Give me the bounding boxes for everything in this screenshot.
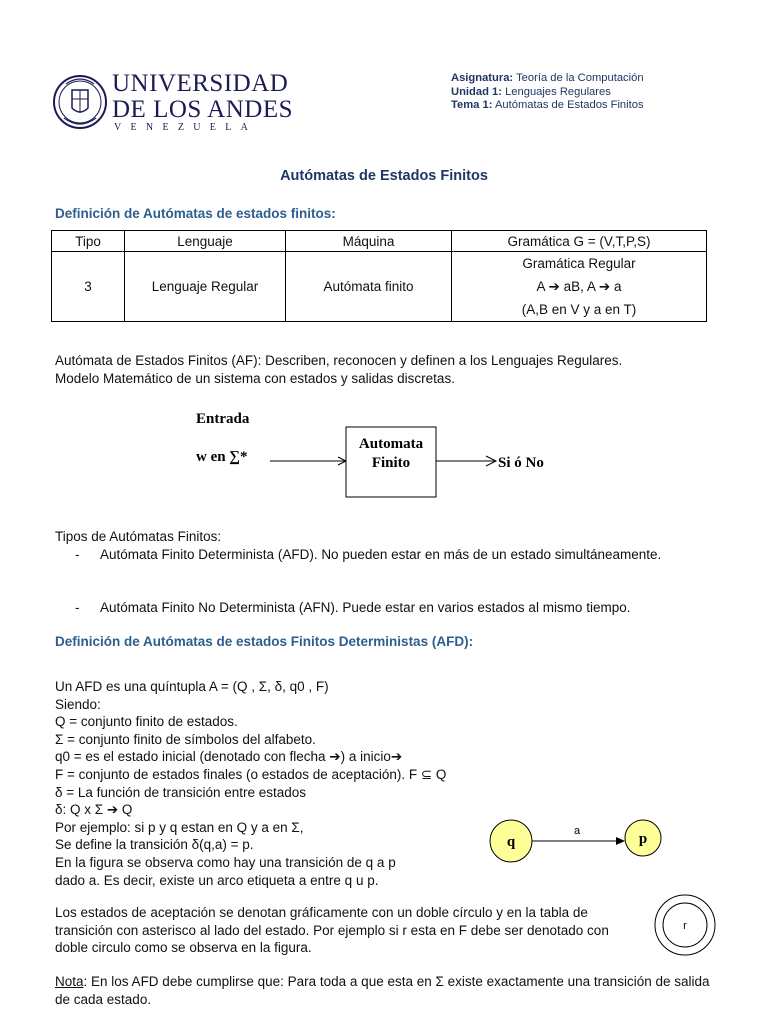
input-label: Entrada <box>196 411 250 427</box>
note-label: Nota <box>55 974 84 989</box>
definition-table <box>51 230 707 322</box>
afd-line: En la figura se observa como hay una transición de q a p <box>55 854 396 870</box>
topic-value: Autómatas de Estados Finitos <box>492 99 644 111</box>
afd-line: Por ejemplo: si p y q estan en Q y a en Σ, <box>55 819 304 835</box>
transition-diagram <box>485 812 670 872</box>
afd-line: Q = conjunto finito de estados. <box>55 714 238 730</box>
transition-symbol: a <box>573 825 581 837</box>
unit-line <box>451 86 644 100</box>
afd-line: Σ = conjunto finito de símbolos del alfabeto. <box>55 731 316 747</box>
afd-line: δ: Q x Σ ➔ Q <box>55 802 133 818</box>
cell-gramatica <box>452 252 707 322</box>
box-label-line2: Finito <box>371 455 411 471</box>
gramatica-line2: A ➔ aB, A ➔ a <box>536 279 622 294</box>
university-name-line1: UNIVERSIDAD <box>112 70 289 97</box>
output-label: Si ó No <box>498 455 544 471</box>
section-title-afd: Definición de Autómatas de estados Finitos Deterministas (AFD): <box>55 634 474 649</box>
unit-value: Lenguajes Regulares <box>501 85 611 98</box>
note-text: : En los AFD debe cumplirse que: Para toda a que esta en Σ existe exactamente una transición de salida de cada estado. <box>55 974 710 1007</box>
input-expression: w en ∑* <box>196 449 248 465</box>
state-p-label: p <box>638 831 648 847</box>
cell-tipo: 3 <box>52 252 125 322</box>
state-q-label: q <box>506 834 516 850</box>
subject-line <box>451 72 644 86</box>
note-paragraph <box>55 973 725 1008</box>
list-dash: - <box>75 547 80 562</box>
table-row <box>52 252 707 322</box>
afd-line: F = conjunto de estados finales (o estados de aceptación). F ⊆ Q <box>55 766 447 782</box>
header-gramatica: Gramática G = (V,T,P,S) <box>452 231 707 252</box>
list-item-text: Autómata Finito No Determinista (AFN). Puede estar en varios estados al mismo tiempo. <box>100 600 631 615</box>
list-item-text: Autómata Finito Determinista (AFD). No pueden estar en más de un estado simultáneamente. <box>100 547 662 562</box>
table-header-row <box>52 231 707 252</box>
afd-line: q0 = es el estado inicial (denotado con flecha ➔) a inicio➔ <box>55 749 403 765</box>
topic-label: Tema 1: <box>451 99 493 111</box>
unit-label: Unidad 1: <box>451 85 502 98</box>
subject-value: Teoría de la Computación <box>513 72 644 84</box>
accept-state-diagram <box>652 892 718 958</box>
university-seal-icon <box>52 70 108 134</box>
topic-line <box>451 99 644 113</box>
transition-arrowhead-icon <box>616 837 625 845</box>
types-heading: Tipos de Autómatas Finitos: <box>55 529 222 544</box>
afd-line: dado a. Es decir, existe un arco etiqueta a entre q u p. <box>55 872 379 888</box>
header-tipo: Tipo <box>52 231 125 252</box>
university-name-line2: DE LOS ANDES <box>112 96 294 123</box>
afd-line: Se define la transición δ(q,a) = p. <box>55 837 254 853</box>
university-country: VENEZUELA <box>114 122 258 133</box>
afd-line: Un AFD es una quíntupla A = (Q , Σ, δ, q0 , F) <box>55 679 329 694</box>
course-info <box>451 72 644 113</box>
header-lenguaje: Lenguaje <box>125 231 286 252</box>
afd-line: Siendo: <box>55 696 101 712</box>
afd-line: δ = La función de transición entre estados <box>55 784 307 800</box>
cell-maquina: Autómata finito <box>286 252 452 322</box>
cell-lenguaje: Lenguaje Regular <box>125 252 286 322</box>
automaton-block-diagram <box>190 400 570 510</box>
accept-states-paragraph: Los estados de aceptación se denotan gráficamente con un doble círculo y en la tabla de transición con asterisco al lado del estado. Por ejemplo si r esta en F debe ser denotado con doble circulo como se observa en la figura. <box>55 905 609 956</box>
university-logo <box>52 70 294 134</box>
gramatica-line1: Gramática Regular <box>522 256 636 271</box>
document-title: Autómatas de Estados Finitos <box>280 168 488 184</box>
intro-line1: Autómata de Estados Finitos (AF): Describen, reconocen y definen a los Lenguajes Regulares. <box>55 353 623 368</box>
box-label-line1: Automata <box>358 436 424 452</box>
header-maquina: Máquina <box>286 231 452 252</box>
section-title-af: Definición de Autómatas de estados finitos: <box>55 206 336 221</box>
intro-line2: Modelo Matemático de un sistema con estados y salidas discretas. <box>55 370 455 386</box>
afd-definition <box>55 678 446 889</box>
intro-paragraph <box>55 352 622 387</box>
list-dash: - <box>75 600 80 615</box>
subject-label: Asignatura: <box>451 72 514 84</box>
accept-state-label: r <box>683 920 687 932</box>
gramatica-line3: (A,B en V y a en T) <box>521 302 637 317</box>
